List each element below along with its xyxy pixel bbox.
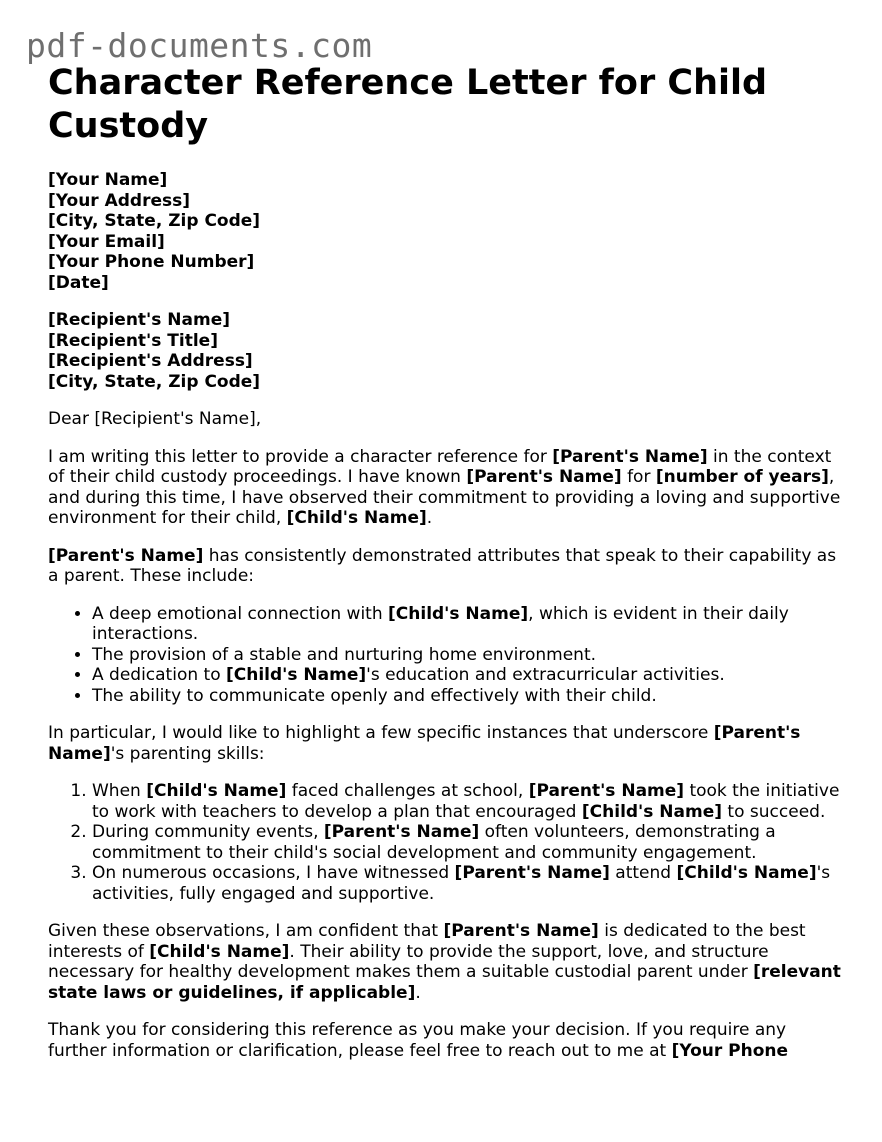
list-item: • A dedication to [Child's Name]'s education and extracurricular activities. (92, 665, 848, 686)
list-item: • A deep emotional connection with [Child's Name], which is evident in their daily interactions. (92, 604, 848, 645)
sender-name: [Your Name] (48, 170, 168, 190)
recipient-city-state-zip: [City, State, Zip Code] (48, 371, 261, 392)
list-item: 1. When [Child's Name] faced challenges at school, [Parent's Name] took the initiative to work with teachers to develop a plan that encouraged [Child's Name] to succeed. (92, 781, 848, 822)
letter (48, 62, 848, 1061)
sender-email: [Your Email] (48, 231, 165, 252)
sender-address: [Your Address] (48, 190, 191, 211)
recipient-title: [Recipient's Title] (48, 330, 218, 351)
letter-date: [Date] (48, 272, 109, 293)
paragraph-conclusion: Given these observations, I am confident that [Parent's Name] is dedicated to the best interests of [Child's Name]. Their ability to provide the support, love, and structure necessary for healthy development makes them a suitable custodial parent under [relevant state laws or guidelines, if applicable]. (48, 921, 841, 1003)
recipient-address-block (48, 310, 848, 392)
paragraph-attributes: [Parent's Name] has consistently demonstrated attributes that speak to their capability as a parent. These include: (48, 545, 837, 586)
paragraph-intro: I am writing this letter to provide a character reference for [Parent's Name] in the context of their child custody proceedings. I have known [Parent's Name] for [number of years], and during this time, I have observed their commitment to providing a loving and supportive environment for their child, [Child's Name]. (48, 446, 841, 528)
salutation: Dear [Recipient's Name], (48, 409, 262, 429)
list-item: • The ability to communicate openly and effectively with their child. (92, 686, 848, 707)
sender-address-block (48, 170, 848, 293)
paragraph-instances: In particular, I would like to highlight a few specific instances that underscore [Parent's Name]'s parenting skills: (48, 723, 801, 764)
list-item: 2. During community events, [Parent's Name] often volunteers, demonstrating a commitment to their child's social development and community engagement. (92, 822, 848, 863)
recipient-address: [Recipient's Address] (48, 351, 253, 371)
sender-city-state-zip: [City, State, Zip Code] (48, 211, 261, 231)
sender-phone: [Your Phone Number] (48, 252, 255, 272)
paragraph-closing: Thank you for considering this reference as you make your decision. If you require any further information or clarification, please feel free to reach out to me at [Your Phone (48, 1020, 789, 1061)
attributes-list (48, 604, 848, 707)
page-title: Character Reference Letter for Child Custody (48, 63, 768, 146)
watermark: pdf-documents.com (26, 26, 373, 65)
recipient-name: [Recipient's Name] (48, 310, 231, 330)
list-item: 3. On numerous occasions, I have witnessed [Parent's Name] attend [Child's Name]'s activities, fully engaged and supportive. (92, 863, 848, 904)
instances-list (48, 781, 848, 904)
list-item: • The provision of a stable and nurturing home environment. (92, 645, 848, 666)
